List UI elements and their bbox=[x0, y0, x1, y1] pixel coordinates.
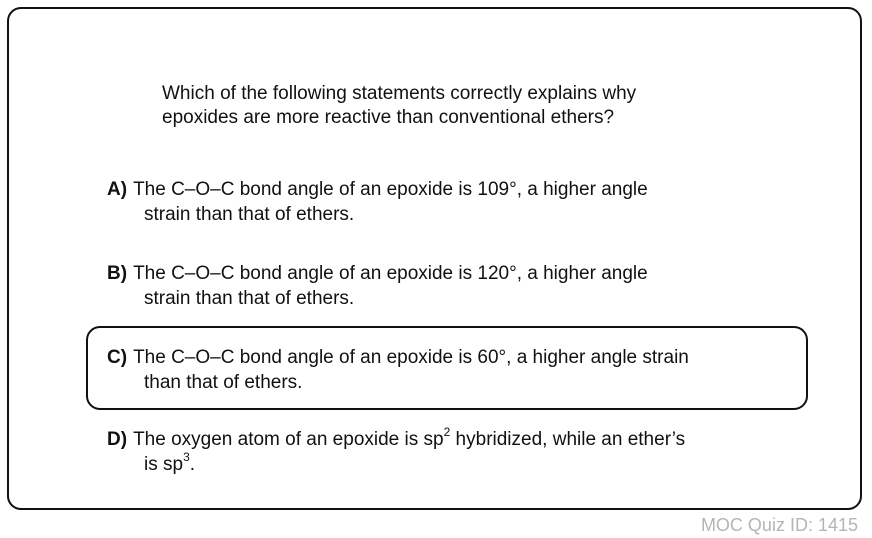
option-b-line-1: The C–O–C bond angle of an epoxide is 120°, a higher angle bbox=[133, 263, 648, 284]
option-a-line-1: The C–O–C bond angle of an epoxide is 109°, a higher angle bbox=[133, 179, 648, 200]
question-line-1: Which of the following statements correctly explains why bbox=[162, 83, 637, 104]
option-d[interactable] bbox=[107, 424, 797, 477]
option-b[interactable] bbox=[107, 261, 797, 311]
option-d-superscript-2: 2 bbox=[443, 424, 451, 439]
option-d-line-2 bbox=[107, 449, 797, 477]
option-d-superscript-3: 3 bbox=[183, 449, 190, 464]
option-c[interactable] bbox=[107, 345, 797, 395]
option-a[interactable] bbox=[107, 177, 797, 227]
option-d-letter: D) bbox=[107, 429, 128, 450]
option-d-line-1 bbox=[133, 424, 686, 450]
option-b-letter: B) bbox=[107, 263, 128, 284]
quiz-id-label: MOC Quiz ID: 1415 bbox=[700, 515, 858, 535]
option-d-line-2-post: . bbox=[189, 454, 196, 475]
option-d-line-1-post: hybridized, while an ether’s bbox=[450, 429, 686, 450]
question-line-2: epoxides are more reactive than conventional ethers? bbox=[162, 107, 615, 128]
option-b-line-2: strain than that of ethers. bbox=[144, 288, 355, 309]
option-c-line-1: The C–O–C bond angle of an epoxide is 60°, a higher angle strain bbox=[133, 347, 689, 368]
option-d-line-2-pre: is sp bbox=[144, 454, 184, 475]
option-c-line-2: than that of ethers. bbox=[144, 372, 303, 393]
option-c-letter: C) bbox=[107, 347, 128, 368]
question-text bbox=[162, 82, 782, 130]
option-d-line-1-pre: The oxygen atom of an epoxide is sp bbox=[133, 429, 444, 450]
option-a-line-2: strain than that of ethers. bbox=[144, 204, 355, 225]
option-a-letter: A) bbox=[107, 179, 128, 200]
